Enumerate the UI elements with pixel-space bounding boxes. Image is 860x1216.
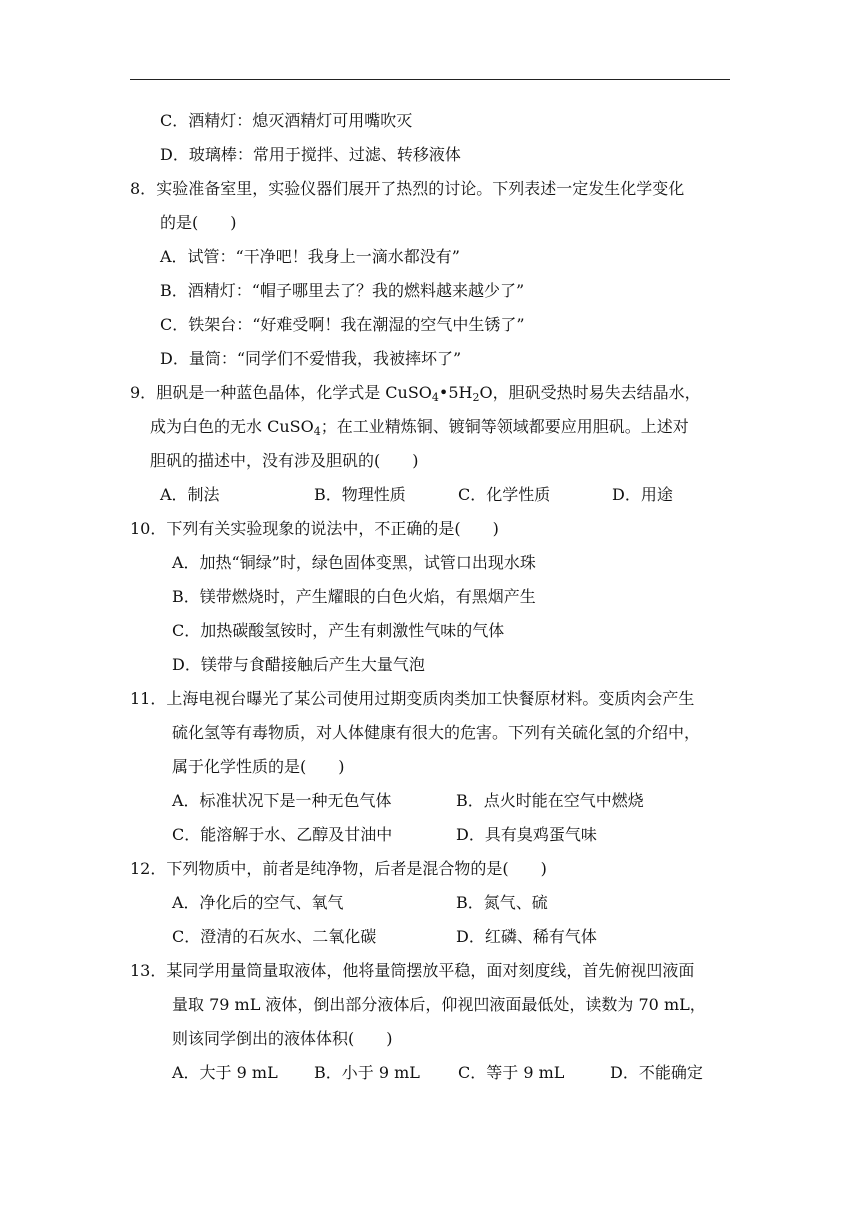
q11-stem-text-1: 上海电视台曝光了某公司使用过期变质肉类加工快餐原材料。变质肉会产生 [166,689,695,708]
q12-options-row-2 [130,920,730,954]
header-rule [130,79,730,80]
q9-subscript-2: 2 [472,391,480,404]
q13-option-b: B．小于 9 mL [314,1063,420,1082]
q13-option-a: A．大于 9 mL [172,1063,278,1082]
q12-option-c: C．澄清的石灰水、二氧化碳 [172,927,377,946]
q9-options-row [130,478,730,512]
q9-subscript-4b: 4 [313,425,321,438]
q13-stem-text-1: 某同学用量筒量取液体，他将量筒摆放平稳，面对刻度线，首先俯视凹液面 [166,961,695,980]
q12-stem-line [130,852,730,886]
q13-option-d: D．不能确定 [610,1063,703,1082]
q9-subscript-4: 4 [431,391,439,404]
q13-option-c: C．等于 9 mL [458,1063,565,1082]
q9-stem-line-3: 胆矾的描述中，没有涉及胆矾的( ) [150,451,419,470]
q8-number: 8． [130,179,157,198]
q12-option-b: B．氮气、硫 [456,893,548,912]
q8-option-d: D．量筒：“同学们不爱惜我，我被摔坏了” [160,349,462,368]
q8-option-a: A．试管：“干净吧！我身上一滴水都没有” [160,247,460,266]
q9-option-a: A．制法 [160,485,220,504]
q13-stem-line-3: 则该同学倒出的液体体积( ) [172,1029,393,1048]
q10-option-b: B．镁带燃烧时，产生耀眼的白色火焰，有黑烟产生 [172,587,536,606]
q9-stem-text-1b: •5H [438,383,473,402]
q12-options-row-1 [130,886,730,920]
q7-option-d: D．玻璃棒：常用于搅拌、过滤、转移液体 [160,145,461,164]
q13-options-row [130,1056,730,1090]
q10-option-a: A．加热“铜绿”时，绿色固体变黑，试管口出现水珠 [172,553,536,572]
q11-options-row-1 [130,784,730,818]
q9-stem-text-2b: ；在工业精炼铜、镀铜等领域都要应用胆矾。上述对 [320,417,689,436]
q9-number: 9． [130,383,157,402]
q10-stem-line [130,512,730,546]
q8-stem-text-1: 实验准备室里，实验仪器们展开了热烈的讨论。下列表述一定发生化学变化 [156,179,685,198]
q11-option-b: B．点火时能在空气中燃烧 [456,791,644,810]
q7-option-c: C．酒精灯：熄灭酒精灯可用嘴吹灭 [160,111,413,130]
q11-option-d: D．具有臭鸡蛋气味 [456,825,597,844]
q10-stem-text: 下列有关实验现象的说法中，不正确的是( ) [166,519,499,538]
q12-number: 12． [130,859,167,878]
q9-option-d: D．用途 [612,485,673,504]
q11-number: 11． [130,689,167,708]
q9-stem-text-2a: 成为白色的无水 CuSO [150,417,314,436]
q9-stem-line-2 [130,410,730,444]
q13-stem-line-1 [130,954,730,988]
q12-option-a: A．净化后的空气、氧气 [172,893,344,912]
q11-option-a: A．标准状况下是一种无色气体 [172,791,392,810]
q10-option-d: D．镁带与食醋接触后产生大量气泡 [172,655,425,674]
q9-stem-line-1 [130,376,730,410]
q12-stem-text: 下列物质中，前者是纯净物，后者是混合物的是( ) [166,859,547,878]
q11-stem-line-3: 属于化学性质的是( ) [172,757,345,776]
q13-number: 13． [130,961,167,980]
q9-option-b: B．物理性质 [314,485,406,504]
q9-stem-text-1a: 胆矾是一种蓝色晶体，化学式是 CuSO [156,383,432,402]
q8-option-c: C．铁架台：“好难受啊！我在潮湿的空气中生锈了” [160,315,525,334]
q11-stem-line-1 [130,682,730,716]
q13-stem-line-2: 量取 79 mL 液体，倒出部分液体后，仰视凹液面最低处，读数为 70 mL， [172,995,706,1014]
exam-page-content [130,104,730,1090]
q9-stem-text-1c: O，胆矾受热时易失去结晶水， [479,383,701,402]
q10-number: 10． [130,519,167,538]
q11-options-row-2 [130,818,730,852]
q9-option-c: C．化学性质 [458,485,551,504]
q12-option-d: D．红磷、稀有气体 [456,927,597,946]
q10-option-c: C．加热碳酸氢铵时，产生有刺激性气味的气体 [172,621,505,640]
q8-stem-line-2: 的是( ) [160,213,237,232]
q8-stem-line-1 [130,172,730,206]
q11-option-c: C．能溶解于水、乙醇及甘油中 [172,825,393,844]
q11-stem-line-2: 硫化氢等有毒物质，对人体健康有很大的危害。下列有关硫化氢的介绍中， [172,723,701,742]
q8-option-b: B．酒精灯：“帽子哪里去了？我的燃料越来越少了” [160,281,525,300]
